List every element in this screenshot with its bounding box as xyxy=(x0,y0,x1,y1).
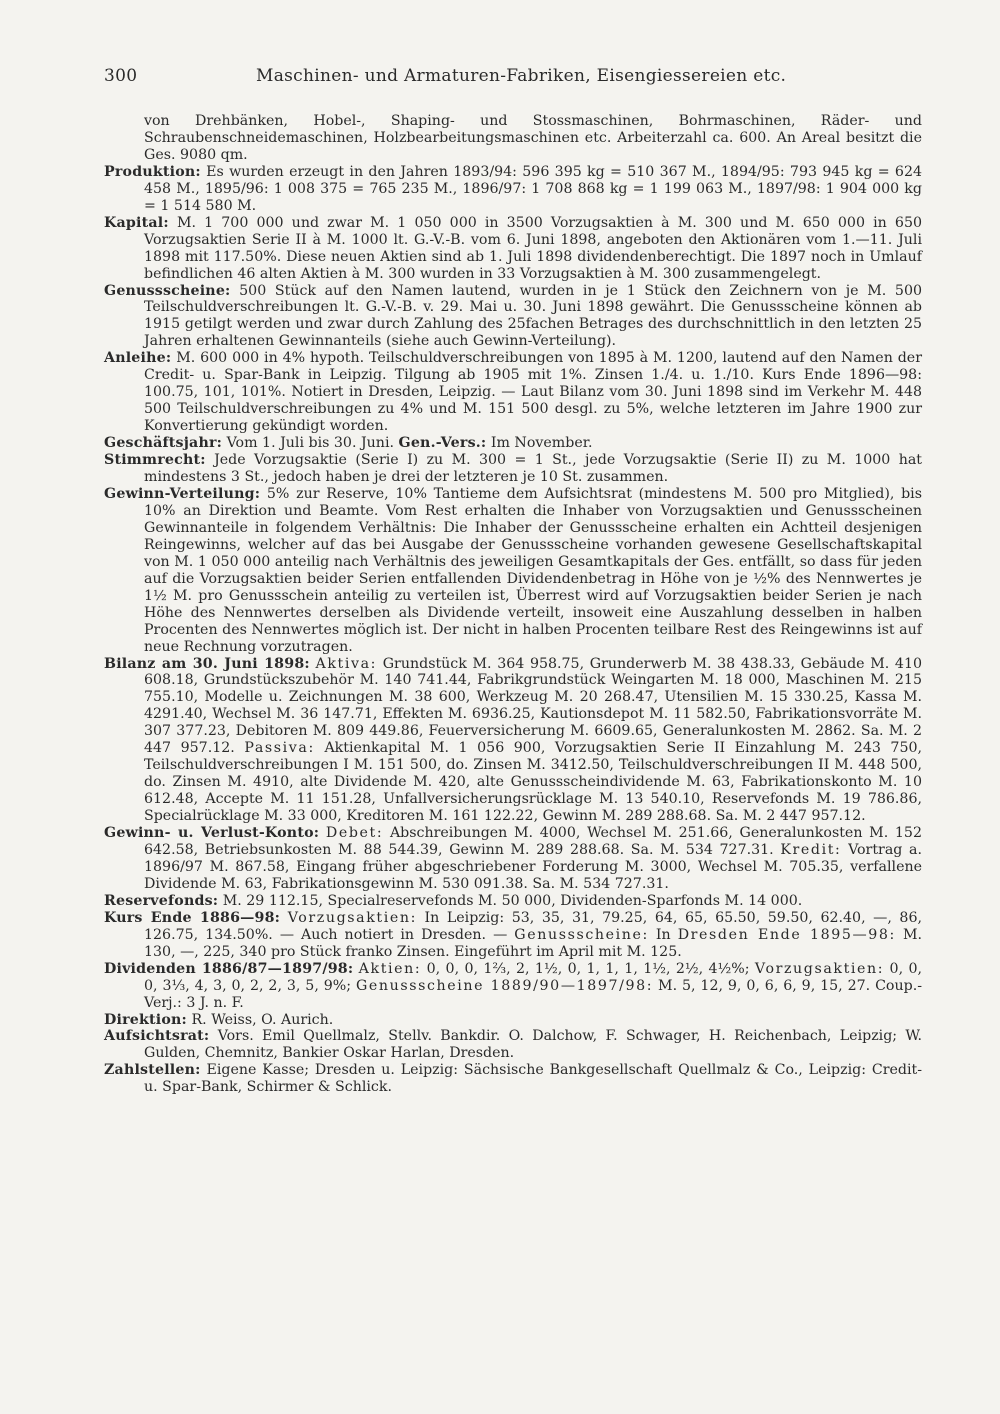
geschaeftsjahr-heading: Geschäftsjahr: xyxy=(104,435,223,452)
direktion-heading: Direktion: xyxy=(104,1011,187,1028)
kurs-genussscheine-label: Genussscheine: xyxy=(514,926,649,943)
gewinn-verteilung-text: 5% zur Reserve, 10% Tantieme dem Aufsichtsrat (mindestens M. 500 pro Mitglied), bis 10% an Direktion und Beamte. Vom Rest erhalten die Inhaber von Vorzugsaktien und Genussscheinen Gewinnanteile in folgendem Verhältnis: Die Inhaber der Genussscheine erhalten ein Achtteil desjenigen Reingewinns, welcher auf das bei Ausgabe der Genussscheine vorhanden gewesene Gesellschaftskapital von M. 1 050 000 anteilig nach Verhältnis des jeweiligen Gesamtkapitals der Ges. entfällt, so dass für jeden auf die Vorzugsaktien beider Serien entfallenden Dividendenbetrag in Höhe von je ½% des Nennwertes je 1½ M. pro Genussschein anteilig zu verteilen ist, Überrest wird auf Vorzugsaktien beider Serien je nach Höhe des Nennwertes derselben als Dividende verteilt, insoweit eine Auszahlung desselben in halben Procenten des Nennwertes möglich ist. Der nicht in halben Procenten teilbare Rest des Reingewinns ist auf neue Rechnung vorzutragen. xyxy=(144,485,922,655)
passiva-label: Passiva: xyxy=(244,740,315,757)
anleihe-entry xyxy=(104,350,922,435)
intro-paragraph xyxy=(104,113,922,164)
zahlstellen-text: Eigene Kasse; Dresden u. Leipzig: Sächsische Bankgesellschaft Quellmalz & Co., Leipzig: Credit- u. Spar-Bank, Schirmer & Schlick. xyxy=(144,1062,922,1096)
anleihe-text: M. 600 000 in 4% hypoth. Teilschuldverschreibungen von 1895 à M. 1200, lautend auf den Namen der Credit- u. Spar-Bank in Leipzig. Tilgung ab 1905 mit 1%. Zinsen 1./4. u. 1./10. Kurs Ende 1896—98: 100.75, 101, 101%. Notiert in Dresden, Leipzig. — Laut Bilanz vom 30. Juni 1898 sind im Verkehr M. 448 500 Teilschuldverschreibungen zu 4% und M. 151 500 desgl. zu 5%, welche letzteren im Jahre 1900 zur Konvertierung gekündigt worden. xyxy=(144,350,922,435)
gewinn-verteilung-entry xyxy=(104,486,922,656)
gewinn-konto-entry xyxy=(104,825,922,893)
kurs-heading: Kurs Ende 1886—98: xyxy=(104,909,281,926)
kapital-heading: Kapital: xyxy=(104,214,169,231)
produktion-heading: Produktion: xyxy=(104,163,201,180)
produktion-text: Es wurden erzeugt in den Jahren 1893/94: 596 395 kg = 510 367 M., 1894/95: 793 945 kg = 624 458 M., 1895/96: 1 008 375 = 765 235 M., 1896/97: 1 708 868 kg = 1 199 063 M., 1897/98: 1 904 000 kg = 1 514 580 M. xyxy=(144,163,922,214)
aufsichtsrat-text: Vors. Emil Quellmalz, Stellv. Bankdir. O. Dalchow, F. Schwager, H. Reichenbach, Leipzig; W. Gulden, Chemnitz, Bankier Oskar Harlan, Dresden. xyxy=(144,1028,922,1062)
intro-text: von Drehbänken, Hobel-, Shaping- und Stossmaschinen, Bohrmaschinen, Räder- und Schraubenschneidemaschinen, Holzbearbeitungsmaschinen etc. Arbeiterzahl ca. 600. An Areal besitzt die Ges. 9080 qm. xyxy=(144,113,922,163)
genussscheine-heading: Genussscheine: xyxy=(104,282,231,299)
stimmrecht-heading: Stimmrecht: xyxy=(104,452,206,469)
kapital-entry xyxy=(104,215,922,283)
kurs-dresden-label: Dresden Ende 1895—98: xyxy=(677,926,896,943)
reservefonds-entry xyxy=(104,893,922,910)
gewinn-konto-heading: Gewinn- u. Verlust-Konto: xyxy=(104,825,320,842)
aktiva-text: Grundstück M. 364 958.75, Grunderwerb M. 38 438.33, Gebäude M. 410 608.18, Grundstückszubehör M. 140 741.44, Fabrikgrundstück Weingarten M. 18 000, Maschinen M. 215 755.10, Modelle u. Zeichnungen M. 38 600, Werkzeug M. 20 268.47, Utensilien M. 15 330.25, Kassa M. 4291.40, Wechsel M. 36 147.71, Effekten M. 6936.25, Kautionsdepot M. 11 582.50, Fabrikationsvorräte M. 307 377.23, Debitoren M. 809 449.86, Feuerversicherung M. 6609.65, Generalunkosten M. 2862. Sa. M. 2 447 957.12. xyxy=(144,655,922,757)
produktion-entry xyxy=(104,164,922,215)
kurs-vorzugsaktien-label: Vorzugsaktien: xyxy=(287,909,417,926)
geschaeftsjahr-text: Vom 1. Juli bis 30. Juni. xyxy=(226,435,394,452)
stimmrecht-entry xyxy=(104,452,922,486)
aufsichtsrat-entry xyxy=(104,1028,922,1062)
gewinn-verteilung-heading: Gewinn-Verteilung: xyxy=(104,485,261,502)
dividenden-aktien-label: Aktien: xyxy=(358,960,422,977)
kurs-vorzugsaktien-text: In Leipzig: 53, 35, 31, 79.25, 64, 65, 65.50, 59.50, 62.40, —, 86, 126.75, 134.50%. — Auch notiert in Dresden. — xyxy=(144,909,922,943)
kapital-text: M. 1 700 000 und zwar M. 1 050 000 in 3500 Vorzugsaktien à M. 300 und M. 650 000 in 650 Vorzugsaktien Serie II à M. 1000 lt. G.-V.-B. vom 6. Juni 1898, angeboten den Aktionären vom 1.—11. Juli 1898 mit 117.50%. Diese neuen Aktien sind ab 1. Juli 1898 dividendenberechtigt. Die 1897 noch in Umlauf befindlichen 46 alten Aktien à M. 300 wurden in 33 Vorzugsaktien à M. 300 zusammengelegt. xyxy=(144,214,922,282)
direktion-text: R. Weiss, O. Aurich. xyxy=(191,1011,334,1028)
kurs-genussscheine-text: In xyxy=(655,926,671,943)
reservefonds-text: M. 29 112.15, Specialreservefonds M. 50 000, Dividenden-Sparfonds M. 14 000. xyxy=(222,892,803,909)
running-head: Maschinen- und Armaturen-Fabriken, Eisengiessereien etc. xyxy=(256,66,787,86)
anleihe-heading: Anleihe: xyxy=(104,350,172,367)
zahlstellen-entry xyxy=(104,1062,922,1096)
debet-text: Abschreibungen M. 4000, Wechsel M. 251.66, Generalunkosten M. 152 642.58, Betriebsunkosten M. 88 544.39, Gewinn M. 289 288.68. Sa. M. 534 727.31. xyxy=(144,825,922,858)
direktion-entry xyxy=(104,1012,922,1029)
dividenden-entry xyxy=(104,961,922,1012)
kredit-text: Vortrag a. 1896/97 M. 867.58, Eingang früher abgeschriebener Forderung M. 3000, Wechsel M. 705.35, verfallene Dividende M. 63, Fabrikationsgewinn M. 530 091.38. Sa. M. 534 727.31. xyxy=(144,841,922,892)
dividenden-heading: Dividenden 1886/87—1897/98: xyxy=(104,960,354,977)
page-header xyxy=(104,66,924,90)
document-body xyxy=(104,113,922,1096)
geschaeftsjahr-entry xyxy=(104,435,922,452)
dividenden-genussscheine-label: Genussscheine 1889/90—1897/98: xyxy=(355,977,654,994)
dividenden-genussscheine-text: M. 5, 12, 9, 0, 6, 6, 9, 15, 27. Coup.-Verj.: 3 J. n. F. xyxy=(144,977,922,1011)
kredit-label: Kredit: xyxy=(780,841,842,858)
kurs-dresden-text: M. 130, —, 225, 340 pro Stück franko Zinsen. Eingeführt im April mit M. 125. xyxy=(144,926,922,960)
passiva-text: Aktienkapital M. 1 056 900, Vorzugsaktien Serie II Einzahlung M. 243 750, Teilschuldverschreibungen I M. 151 500, do. Zinsen M. 3412.50, Teilschuldverschreibungen II M. 448 500, do. Zinsen M. 4910, alte Dividende M. 420, alte Genussscheindividende M. 63, Fabrikationskonto M. 10 612.48, Accepte M. 11 151.28, Unfallversicherungsrücklage M. 13 540.10, Reservefonds M. 19 786.86, Specialrücklage M. 33 000, Kreditoren M. 161 122.22, Gewinn M. 289 288.68. Sa. M. 2 447 957.12. xyxy=(144,740,923,825)
dividenden-vorzugsaktien-text: 0, 0, 0, 3⅓, 4, 3, 0, 2, 2, 3, 5, 9%; xyxy=(144,960,922,994)
aufsichtsrat-heading: Aufsichtsrat: xyxy=(104,1028,210,1045)
gen-vers-text: Im November. xyxy=(490,435,593,452)
reservefonds-heading: Reservefonds: xyxy=(104,892,219,909)
zahlstellen-heading: Zahlstellen: xyxy=(104,1062,201,1079)
genussscheine-text: 500 Stück auf den Namen lautend, wurden in je 1 Stück den Zeichnern von je M. 500 Teilschuldverschreibungen lt. G.-V.-B. v. 29. Mai u. 30. Juni 1898 gewährt. Die Genussscheine können ab 1915 getilgt werden und zwar durch Zahlung des 25fachen Betrages des durchschnittlich in den letzten 25 Jahren erhaltenen Gewinnanteils (siehe auch Gewinn-Verteilung). xyxy=(144,282,922,350)
dividenden-vorzugsaktien-label: Vorzugsaktien: xyxy=(754,960,885,977)
genussscheine-entry xyxy=(104,283,922,351)
debet-label: Debet: xyxy=(325,825,384,842)
page-number: 300 xyxy=(104,66,138,86)
aktiva-label: Aktiva: xyxy=(315,655,378,672)
dividenden-aktien-text: 0, 0, 0, 1⅔, 2, 1½, 0, 1, 1, 1, 1½, 2½, 4½%; xyxy=(426,960,750,977)
gen-vers-heading: Gen.-Vers.: xyxy=(398,435,487,452)
bilanz-heading: Bilanz am 30. Juni 1898: xyxy=(104,655,310,672)
bilanz-entry xyxy=(104,656,922,826)
stimmrecht-text: Jede Vorzugsaktie (Serie I) zu M. 300 = 1 St., jede Vorzugsaktie (Serie II) zu M. 1000 hat mindestens 3 St., jedoch haben je drei der letzteren je 10 St. zusammen. xyxy=(144,452,922,486)
kurs-entry xyxy=(104,910,922,961)
